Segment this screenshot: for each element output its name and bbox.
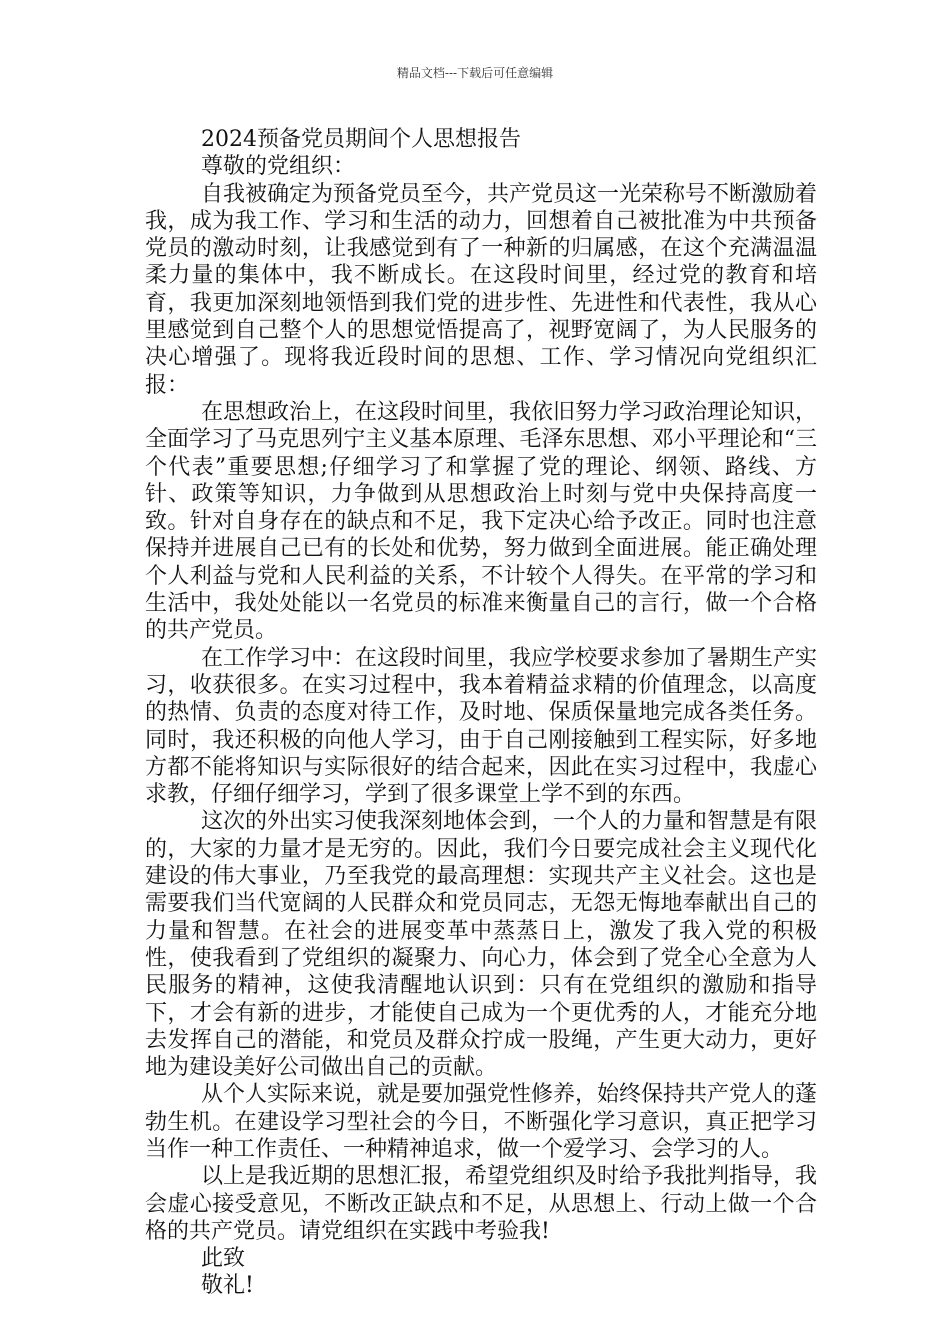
- closing-salute: 敬礼!: [201, 1273, 254, 1299]
- document-body: [145, 126, 817, 1300]
- closing-greeting: 此致: [201, 1246, 246, 1272]
- page-header-note: 精品文档---下载后可任意编辑: [396, 66, 554, 80]
- paragraph-4: 这次的外出实习使我深刻地体会到，一个人的力量和智慧是有限的，大家的力量才是无穷的。因此，我们今日要完成社会主义现代化建设的伟大事业，乃至我党的最高理想：实现共产主义社会。这也是需要我们当代宽阔的人民群众和党员同志，无怨无悔地奉献出自己的力量和智慧。在社会的进展变革中蒸蒸日上，激发了我入党的积极性，使我看到了党组织的凝聚力、向心力，体会到了党全心全意为人民服务的精神，这使我清醒地认识到：只有在党组织的激励和指导下，才会有新的进步，才能使自己成为一个更优秀的人，才能充分地去发挥自己的潜能，和党员及群众拧成一股绳，产生更大动力，更好地为建设美好公司做出自己的贡献。: [145, 809, 818, 1081]
- document-title: 2024预备党员期间个人思想报告: [201, 127, 521, 152]
- paragraph-5: 从个人实际来说，就是要加强党性修养，始终保持共产党人的蓬勃生机。在建设学习型社会的今日，不断强化学习意识，真正把学习当作一种工作责任、一种精神追求，做一个爱学习、会学习的人。: [145, 1082, 818, 1162]
- salutation: 尊敬的党组织：: [201, 154, 356, 180]
- paragraph-3: 在工作学习中：在这段时间里，我应学校要求参加了暑期生产实习，收获很多。在实习过程中，我本着精益求精的价值理念，以高度的热情、负责的态度对待工作，及时地、保质保量地完成各类任务。同时，我还积极的向他人学习，由于自己刚接触到工程实际，好多地方都不能将知识与实际很好的结合起来，因此在实习过程中，我虚心求教，仔细仔细学习，学到了很多课堂上学不到的东西。: [145, 645, 818, 808]
- paragraph-2: 在思想政治上，在这段时间里，我依旧努力学习政治理论知识，全面学习了马克思列宁主义基本原理、毛泽东思想、邓小平理论和“三个代表”重要思想;仔细学习了和掌握了党的理论、纲领、路线、方针、政策等知识，力争做到从思想政治上时刻与党中央保持高度一致。针对自身存在的缺点和不足，我下定决心给予改正。同时也注意保持并进展自己已有的长处和优势，努力做到全面进展。能正确处理个人利益与党和人民利益的关系，不计较个人得失。在平常的学习和生活中，我处处能以一名党员的标准来衡量自己的言行，做一个合格的共产党员。: [145, 399, 818, 644]
- paragraph-6: 以上是我近期的思想汇报，希望党组织及时给予我批判指导，我会虚心接受意见，不断改正缺点和不足，从思想上、行动上做一个合格的共产党员。请党组织在实践中考验我!: [145, 1164, 818, 1244]
- paragraph-1: 自我被确定为预备党员至今，共产党员这一光荣称号不断激励着我，成为我工作、学习和生活的动力，回想着自己被批准为中共预备党员的激动时刻，让我感觉到有了一种新的归属感，在这个充满温温柔力量的集体中，我不断成长。在这段时间里，经过党的教育和培育，我更加深刻地领悟到我们党的进步性、先进性和代表性，我从心里感觉到自己整个人的思想觉悟提高了，视野宽阔了，为人民服务的决心增强了。现将我近段时间的思想、工作、学习情况向党组织汇报：: [145, 181, 818, 398]
